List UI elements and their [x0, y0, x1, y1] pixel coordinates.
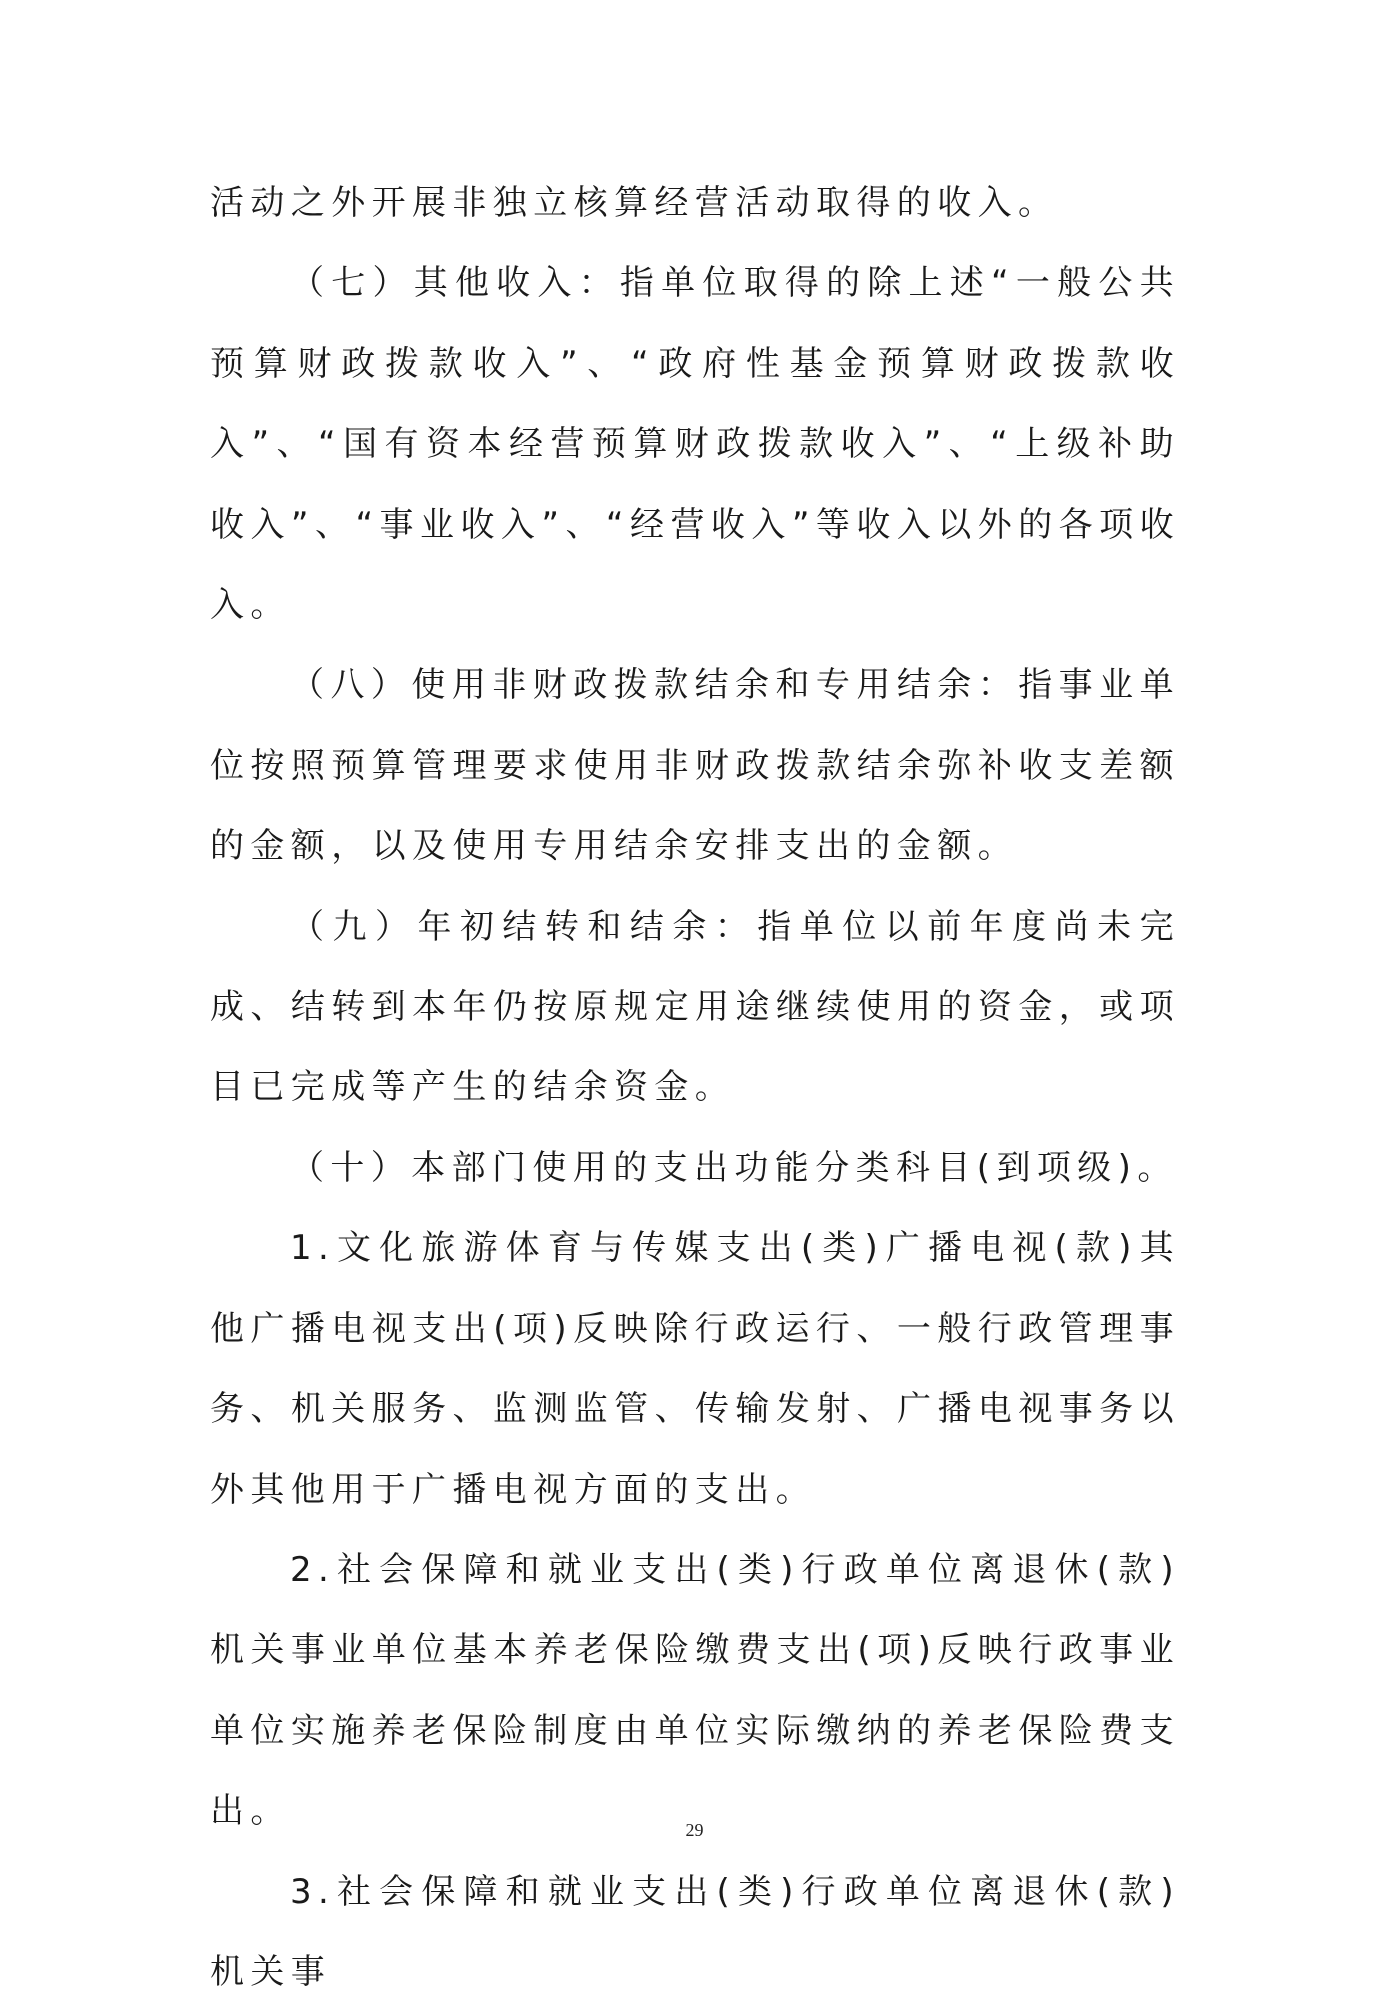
- paragraph-carryover-surplus: （九）年初结转和结余：指单位以前年度尚未完成、结转到本年仍按原规定用途继续使用的资金，或项目已完成等产生的结余资金。: [210, 906, 1180, 1108]
- paragraph-item-2: 2.社会保障和就业支出(类)行政单位离退休(款)机关事业单位基本养老保险缴费支出(项)反映行政事业单位实施养老保险制度由单位实际缴纳的养老保险费支出。: [210, 1549, 1180, 1832]
- paragraph-continuation: 活动之外开展非独立核算经营活动取得的收入。: [210, 183, 1059, 223]
- paragraph-item-3: 3.社会保障和就业支出(类)行政单位离退休(款)机关事: [210, 1871, 1180, 1992]
- paragraph-expenditure-categories: （十）本部门使用的支出功能分类科目(到项级)。: [290, 1147, 1178, 1188]
- paragraph-other-income: （七）其他收入：指单位取得的除上述“一般公共预算财政拨款收入”、“政府性基金预算财政拨款收入”、“国有资本经营预算财政拨款收入”、“上级补助收入”、“事业收入”、“经营收入”等收入以外的各项收入。: [210, 263, 1180, 626]
- paragraph-item-1: 1.文化旅游体育与传媒支出(类)广播电视(款)其他广播电视支出(项)反映除行政运行、一般行政管理事务、机关服务、监测监管、传输发射、广播电视事务以外其他用于广播电视方面的支出。: [210, 1228, 1180, 1510]
- paragraph-use-of-surplus: （八）使用非财政拨款结余和专用结余：指事业单位按照预算管理要求使用非财政拨款结余弥补收支差额的金额，以及使用专用结余安排支出的金额。: [210, 665, 1180, 867]
- body-text: [210, 163, 1180, 2012]
- page-number: 29: [685, 1820, 704, 1840]
